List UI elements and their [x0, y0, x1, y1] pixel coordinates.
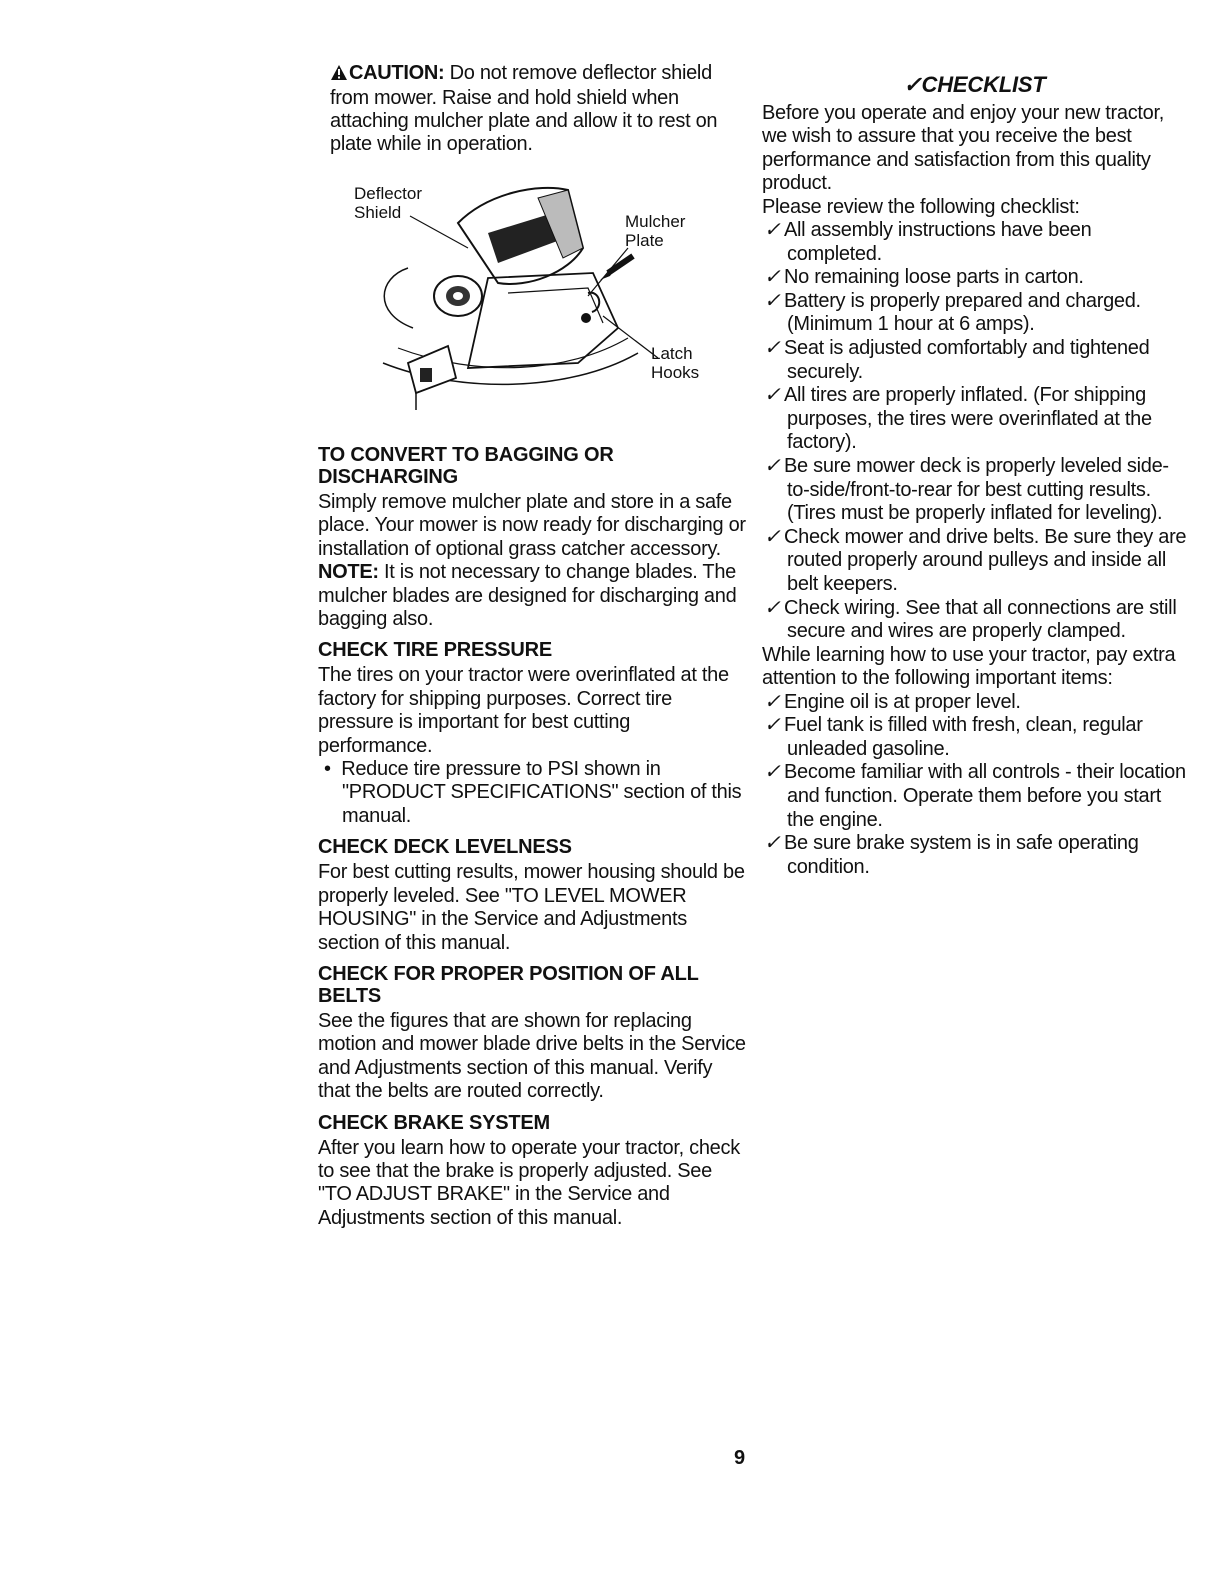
right-column	[762, 72, 1187, 879]
left-column	[318, 62, 748, 1230]
checkmark-icon: ✓	[764, 596, 781, 619]
label-deflector-shield: Deflector Shield	[354, 184, 423, 222]
deck-text: For best cutting results, mower housing should be properly leveled. See "TO LEVEL MOWER HOUSING" in the Service and Adjustments section of this manual.	[318, 861, 745, 954]
brake-heading: CHECK BRAKE SYSTEM	[318, 1111, 550, 1134]
checkmark-icon: ✓	[764, 384, 781, 407]
deck-heading: CHECK DECK LEVELNESS	[318, 836, 572, 859]
checkmark-icon: ✓	[764, 525, 781, 548]
checklist-item	[762, 266, 1187, 290]
checklist-item	[762, 526, 1187, 597]
label-latch-hooks: Latch Hooks	[651, 344, 700, 382]
learning-intro: While learning how to use your tractor, pay extra attention to the following important items:	[762, 643, 1176, 690]
checklist-item	[762, 384, 1187, 455]
checkmark-icon: ✓	[764, 714, 781, 737]
tire-bullet-text: Reduce tire pressure to PSI shown in "PRODUCT SPECIFICATIONS" section of this manual.	[341, 758, 742, 827]
checklist-item-text: Check wiring. See that all connections are still secure and wires are properly clamped.	[784, 596, 1177, 643]
checkmark-icon: ✓	[764, 832, 781, 855]
checklist-item-text: Battery is properly prepared and charged.(Minimum 1 hour at 6 amps).	[784, 289, 1141, 336]
learning-item	[762, 714, 1187, 761]
learning-item	[762, 691, 1187, 715]
learning-item	[762, 832, 1187, 879]
checklist-item	[762, 219, 1187, 266]
convert-note	[318, 561, 748, 631]
learning-item-text: Engine oil is at proper level.	[784, 690, 1021, 713]
checklist-item-text: All tires are properly inflated. (For shipping purposes, the tires were overinflated at the factory).	[784, 384, 1152, 454]
warning-triangle-icon	[330, 64, 348, 87]
checkmark-icon: ✓	[764, 219, 781, 242]
caution-text: Do not remove deflector shield from mower. Raise and hold shield when attaching mulcher plate and allow it to rest on plate while in operation.	[330, 62, 718, 155]
checkmark-icon: ✓	[764, 289, 781, 312]
checklist-item	[762, 455, 1187, 526]
tire-text: The tires on your tractor were overinflated at the factory for shipping purposes. Correct tire pressure is important for best cutting performance.	[318, 664, 729, 757]
learning-items	[762, 691, 1187, 880]
learning-item	[762, 761, 1187, 832]
checklist-item-text: No remaining loose parts in carton.	[784, 266, 1084, 289]
checkmark-icon: ✓	[764, 266, 781, 289]
checkmark-icon: ✓	[764, 337, 781, 359]
checklist-review: Please review the following checklist:	[762, 195, 1080, 218]
checklist-title: ✓CHECKLIST	[903, 72, 1046, 97]
convert-heading: TO CONVERT TO BAGGING OR DISCHARGING	[318, 444, 614, 488]
caution-label: CAUTION:	[349, 62, 445, 84]
checklist-item-text: Be sure mower deck is properly leveled side-to-side/front-to-rear for best cutting results. (Tires must be properly inflated for leveling).	[784, 454, 1169, 525]
checklist-intro: Before you operate and enjoy your new tractor, we wish to assure that you receive the best performance and satisfaction from this quality product.	[762, 102, 1165, 195]
checklist-items	[762, 219, 1187, 644]
checklist-item-text: All assembly instructions have been completed.	[784, 219, 1092, 265]
label-mulcher-plate: Mulcher Plate	[625, 212, 686, 250]
checklist-item-text: Check mower and drive belts. Be sure they are routed properly around pulleys and inside all belt keepers.	[784, 525, 1187, 595]
note-label: NOTE:	[318, 561, 379, 584]
checkmark-icon: ✓	[764, 690, 781, 713]
checklist-item-text: Seat is adjusted comfortably and tightened securely.	[784, 337, 1150, 383]
brake-text: After you learn how to operate your tractor, check to see that the brake is properly adjusted. See "TO ADJUST BRAKE" in the Service and Adjustments section of this manual.	[318, 1136, 740, 1229]
learning-item-text: Be sure brake system is in safe operating condition.	[784, 832, 1139, 878]
checkmark-icon: ✓	[764, 454, 781, 477]
checklist-item	[762, 290, 1187, 337]
belts-text: See the figures that are shown for replacing motion and mower blade drive belts in the Service and Adjustments section of this manual. Verify that the belts are routed correctly.	[318, 1009, 746, 1103]
learning-item-text: Fuel tank is filled with fresh, clean, regular unleaded gasoline.	[784, 714, 1143, 760]
tire-bullet: • Reduce tire pressure to PSI shown in "PRODUCT SPECIFICATIONS" section of this manual.	[324, 758, 742, 827]
checklist-item	[762, 337, 1187, 384]
checkmark-icon: ✓	[764, 761, 781, 784]
checklist-item	[762, 597, 1187, 644]
mulcher-plate-figure	[338, 178, 738, 428]
belts-heading: CHECK FOR PROPER POSITION OF ALL BELTS	[318, 962, 699, 1007]
tire-heading: CHECK TIRE PRESSURE	[318, 639, 553, 662]
page-number: 9	[734, 1447, 746, 1469]
convert-text: Simply remove mulcher plate and store in a safe place. Your mower is now ready for discharging or installation of optional grass catcher accessory.	[318, 491, 746, 560]
caution-notice	[330, 62, 748, 156]
note-text: It is not necessary to change blades. The mulcher blades are designed for discharging and bagging also.	[318, 561, 737, 631]
learning-item-text: Become familiar with all controls - their location and function. Operate them before you start the engine.	[784, 761, 1186, 831]
